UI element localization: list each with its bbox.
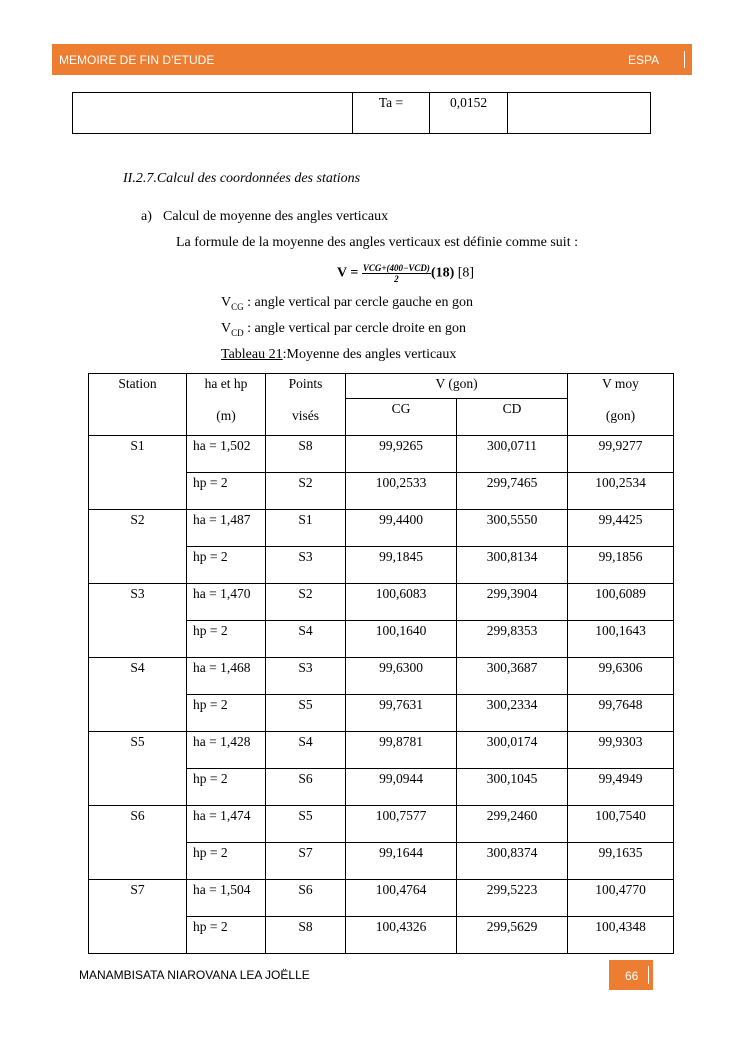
list-item-label: a) <box>141 209 152 224</box>
point-cell: S5 <box>266 806 346 843</box>
vertical-angles-table <box>88 373 674 954</box>
caption-text: :Moyenne des angles verticaux <box>282 347 457 362</box>
cg-cell: 99,0944 <box>346 769 457 806</box>
page-number-separator <box>648 966 649 984</box>
station-cell: S2 <box>89 510 187 584</box>
caption-label: Tableau 21 <box>221 347 283 362</box>
cd-cell: 299,2460 <box>457 806 568 843</box>
height-cell: ha = 1,468 <box>187 658 266 695</box>
list-item-a <box>141 209 388 225</box>
cg-cell: 100,7577 <box>346 806 457 843</box>
table-row <box>89 806 674 843</box>
height-cell: ha = 1,487 <box>187 510 266 547</box>
header-text: Station <box>118 376 157 391</box>
table-row <box>89 436 674 473</box>
header-station <box>89 374 187 436</box>
cg-cell: 100,4326 <box>346 917 457 954</box>
point-cell: S8 <box>266 917 346 954</box>
cd-cell: 299,5629 <box>457 917 568 954</box>
formula <box>337 263 474 284</box>
station-cell: S7 <box>89 880 187 954</box>
cd-cell: 300,5550 <box>457 510 568 547</box>
definition-symbol: V <box>221 321 232 336</box>
table-row <box>89 880 674 917</box>
height-cell: ha = 1,502 <box>187 436 266 473</box>
height-cell: ha = 1,474 <box>187 806 266 843</box>
height-cell: hp = 2 <box>187 843 266 880</box>
formula-number: (18) <box>430 265 455 281</box>
cd-cell: 300,8134 <box>457 547 568 584</box>
table-row <box>89 658 674 695</box>
header-title: MEMOIRE DE FIN D’ETUDE <box>59 53 215 67</box>
table-caption <box>221 347 456 363</box>
header-vmoy <box>568 374 674 436</box>
list-item-text: Calcul de moyenne des angles verticaux <box>163 209 389 224</box>
formula-denominator: 2 <box>394 274 399 284</box>
vmoy-cell: 100,7540 <box>568 806 674 843</box>
station-cell: S3 <box>89 584 187 658</box>
header-text: Points <box>288 376 323 391</box>
header-text: ha et hp <box>204 376 248 391</box>
cd-cell: 299,5223 <box>457 880 568 917</box>
formula-numerator: VCG+(400−VCD) <box>362 263 430 273</box>
vmoy-cell: 99,1635 <box>568 843 674 880</box>
previous-table-continuation <box>72 92 651 134</box>
station-cell: S6 <box>89 806 187 880</box>
definition-text: : angle vertical par cercle droite en gon <box>243 321 466 336</box>
header-ha-hp <box>187 374 266 436</box>
height-cell: hp = 2 <box>187 695 266 732</box>
definition-vcg <box>221 295 473 312</box>
definition-text: : angle vertical par cercle gauche en gon <box>243 295 473 310</box>
cg-cell: 99,9265 <box>346 436 457 473</box>
vmoy-cell: 100,4770 <box>568 880 674 917</box>
vmoy-cell: 99,7648 <box>568 695 674 732</box>
cg-cell: 100,4764 <box>346 880 457 917</box>
point-cell: S8 <box>266 436 346 473</box>
table-header-row <box>89 374 674 399</box>
cg-cell: 99,6300 <box>346 658 457 695</box>
cd-cell: 300,2334 <box>457 695 568 732</box>
cd-cell: 300,0711 <box>457 436 568 473</box>
vmoy-cell: 99,1856 <box>568 547 674 584</box>
vmoy-cell: 99,4425 <box>568 510 674 547</box>
cd-cell: 299,3904 <box>457 584 568 621</box>
cg-cell: 100,2533 <box>346 473 457 510</box>
vmoy-cell: 99,9303 <box>568 732 674 769</box>
height-cell: ha = 1,504 <box>187 880 266 917</box>
header-cg: CG <box>346 399 457 436</box>
table-cell-empty <box>508 93 651 134</box>
height-cell: ha = 1,470 <box>187 584 266 621</box>
page-header <box>52 44 692 75</box>
height-cell: hp = 2 <box>187 547 266 584</box>
section-title: II.2.7.Calcul des coordonnées des stations <box>123 171 361 186</box>
footer-author: MANAMBISATA NIAROVANA LEA JOËLLE <box>79 968 310 982</box>
cd-cell: 299,7465 <box>457 473 568 510</box>
cd-cell: 300,0174 <box>457 732 568 769</box>
table-row <box>73 93 651 134</box>
page-number-box <box>609 960 653 990</box>
cg-cell: 100,6083 <box>346 584 457 621</box>
definition-symbol: V <box>221 295 232 310</box>
cd-cell: 300,3687 <box>457 658 568 695</box>
point-cell: S3 <box>266 547 346 584</box>
station-cell: S4 <box>89 658 187 732</box>
height-cell: hp = 2 <box>187 621 266 658</box>
table-body <box>89 436 674 954</box>
height-cell: ha = 1,428 <box>187 732 266 769</box>
table-row <box>89 510 674 547</box>
cg-cell: 99,1644 <box>346 843 457 880</box>
cg-cell: 99,4400 <box>346 510 457 547</box>
vmoy-cell: 100,4348 <box>568 917 674 954</box>
formula-reference: [8] <box>457 265 475 281</box>
header-text: visés <box>292 408 319 423</box>
table-row <box>89 584 674 621</box>
station-cell: S5 <box>89 732 187 806</box>
cg-cell: 100,1640 <box>346 621 457 658</box>
cg-cell: 99,1845 <box>346 547 457 584</box>
cd-cell: 300,8374 <box>457 843 568 880</box>
header-unit: (gon) <box>605 408 636 423</box>
header-v-gon: V (gon) <box>346 374 568 399</box>
header-unit: (m) <box>216 408 236 423</box>
height-cell: hp = 2 <box>187 769 266 806</box>
vmoy-cell: 100,6089 <box>568 584 674 621</box>
point-cell: S6 <box>266 880 346 917</box>
definition-subscript: CG <box>231 301 244 312</box>
station-cell: S1 <box>89 436 187 510</box>
header-separator <box>684 51 685 68</box>
point-cell: S3 <box>266 658 346 695</box>
point-cell: S2 <box>266 473 346 510</box>
table-cell-empty <box>73 93 353 134</box>
point-cell: S5 <box>266 695 346 732</box>
header-cd: CD <box>457 399 568 436</box>
point-cell: S2 <box>266 584 346 621</box>
header-text: V moy <box>602 376 639 391</box>
point-cell: S6 <box>266 769 346 806</box>
point-cell: S7 <box>266 843 346 880</box>
vmoy-cell: 100,1643 <box>568 621 674 658</box>
cd-cell: 300,1045 <box>457 769 568 806</box>
table-row <box>89 732 674 769</box>
formula-lhs: V = <box>337 265 359 281</box>
header-points <box>266 374 346 436</box>
vmoy-cell: 100,2534 <box>568 473 674 510</box>
cg-cell: 99,8781 <box>346 732 457 769</box>
cd-cell: 299,8353 <box>457 621 568 658</box>
page-number: 66 <box>625 969 639 983</box>
point-cell: S1 <box>266 510 346 547</box>
point-cell: S4 <box>266 732 346 769</box>
formula-fraction <box>362 263 431 284</box>
header-school: ESPA <box>628 53 660 67</box>
definition-vcd <box>221 321 466 338</box>
ta-label: Ta = <box>353 93 430 134</box>
point-cell: S4 <box>266 621 346 658</box>
height-cell: hp = 2 <box>187 473 266 510</box>
cg-cell: 99,7631 <box>346 695 457 732</box>
vmoy-cell: 99,9277 <box>568 436 674 473</box>
height-cell: hp = 2 <box>187 917 266 954</box>
vmoy-cell: 99,6306 <box>568 658 674 695</box>
definition-subscript: CD <box>231 327 244 338</box>
ta-value: 0,0152 <box>430 93 508 134</box>
formula-intro: La formule de la moyenne des angles verticaux est définie comme suit : <box>176 235 578 250</box>
vmoy-cell: 99,4949 <box>568 769 674 806</box>
